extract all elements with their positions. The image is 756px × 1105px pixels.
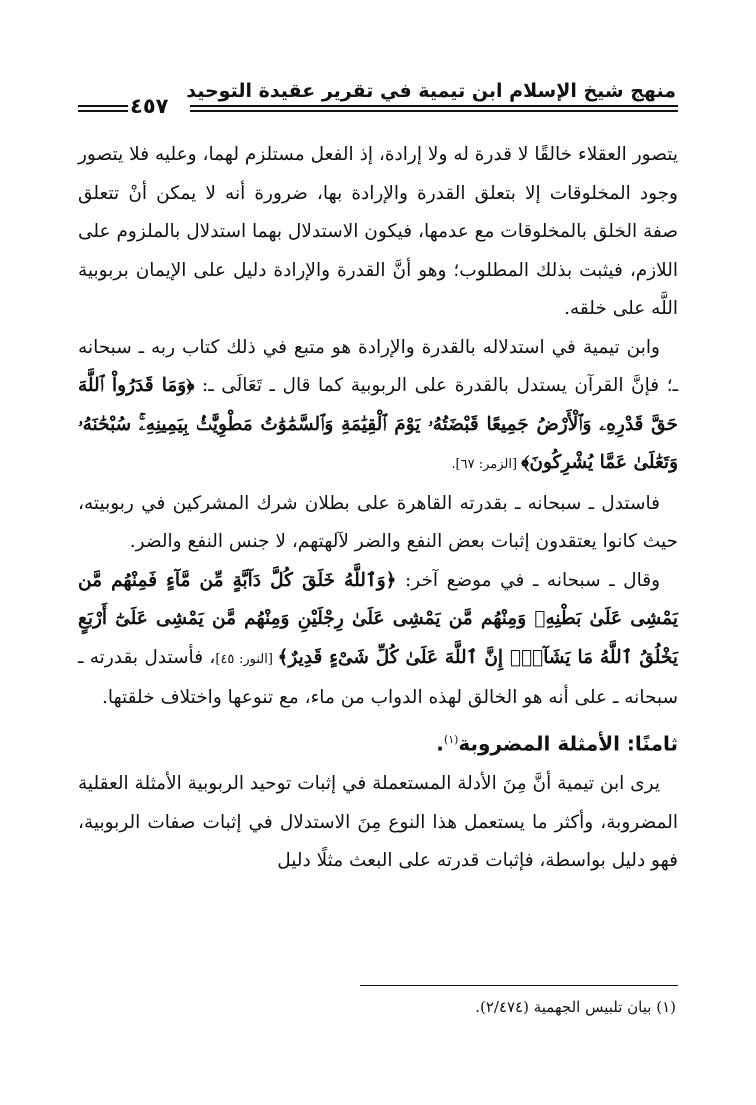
running-header-title: منهج شيخ الإسلام ابن تيمية في تقرير عقيدة التوحيد (186, 80, 676, 102)
paragraph-2 (78, 329, 678, 485)
header-rule (78, 105, 128, 107)
quran-verse-nur: ﴿وَٱللَّهُ خَلَقَ كُلَّ دَآبَّةٍ مِّن مَّآءٍ فَمِنْهُم مَّن يَمْشِى عَلَىٰ بَطْنِهِۦ وَمِنْهُم مَّن يَمْشِى عَلَىٰ رِجْلَيْنِ وَمِنْهُم مَّن يَمْشِى عَلَىٰٓ أَرْبَعٍ يَخْلُقُ ٱللَّهُ مَا يَشَآءُۚ إِنَّ ٱللَّهَ عَلَىٰ كُلِّ شَىْءٍ قَدِيرٌ﴾ (78, 569, 678, 668)
header-rule (78, 110, 128, 112)
paragraph-5: يرى ابن تيمية أنَّ مِنَ الأدلة المستعملة في إثبات توحيد الربوبية الأمثلة العقلية المضروبة، وأكثر ما يستعمل هذا النوع مِنَ الاستدلال في إثبات صفات الربوبية، فهو دليل بواسطة، فإثبات قدرته على البعث مثلًا دليل (77, 773, 678, 872)
paragraph-4-rest: ، فأستدل بقدرته ـ سبحانه ـ على أنه هو الخالق لهذه الدواب من ماء، مع تنوعها واختلاف خلقتها. (78, 646, 678, 708)
section-heading (78, 720, 678, 764)
paragraph-4-text: وقال ـ سبحانه ـ في موضع آخر: (396, 569, 660, 591)
paragraph-4 (78, 562, 678, 718)
paragraph-1: يتصور العقلاء خالقًا لا قدرة له ولا إرادة، إذ الفعل مستلزم لهما، وعليه فلا يتصور وجود المخلوقات إلا بتعلق القدرة والإرادة بها، ضرورة أنه لا يمكن أنْ تتعلق صفة الخلق بالمخلوقات مع عدمها، فيكون الاستدلال بهما استدلال بالملزوم على اللازم، فيثبت بذلك المطلوب؛ وهو أنَّ القدرة والإرادة دليل على الإيمان بربوبية اللَّه على خلقه. (78, 144, 678, 319)
heading-end: . (436, 731, 444, 756)
verse-reference: [النور: ٤٥] (215, 651, 278, 667)
paragraph-3: فاستدل ـ سبحانه ـ بقدرته القاهرة على بطلان شرك المشركين في ربوبيته، حيث كانوا يعتقدون إثبات بعض النفع والضر لآلهتهم، لا جنس النفع والضر. (78, 492, 678, 552)
quran-verse-zumar: ﴿وَمَا قَدَرُواْ ٱللَّهَ حَقَّ قَدْرِهِۦ وَٱلْأَرْضُ جَمِيعًا قَبْضَتُهُۥ يَوْمَ ٱلْقِيَٰمَةِ وَٱلسَّمَٰوَٰتُ مَطْوِيَّٰتُۢ بِيَمِينِهِۦۚ سُبْحَٰنَهُۥ وَتَعَٰلَىٰ عَمَّا يُشْرِكُونَ﴾ (78, 375, 678, 473)
page-body (78, 136, 678, 881)
footnote-marker: (١) (443, 732, 459, 746)
paragraph-2-text: وابن تيمية في استدلاله بالقدرة والإرادة هو متبع في ذلك كتاب ربه ـ سبحانه ـ؛ فإنَّ القرآن يستدل بالقدرة على الربوبية كما قال ـ تَعَالَى ـ: (78, 336, 678, 396)
verse-reference: [الزمر: ٦٧]. (451, 457, 522, 472)
footnote-rule (360, 985, 678, 986)
section-heading-text: ثامنًا: الأمثلة المضروبة (458, 731, 678, 756)
page-number: ٤٥٧ (130, 94, 169, 118)
header-rule (190, 105, 678, 107)
header-rule (190, 110, 678, 112)
footnote: (١) بيان تلبيس الجهمية (٢/٤٧٤). (475, 998, 676, 1016)
